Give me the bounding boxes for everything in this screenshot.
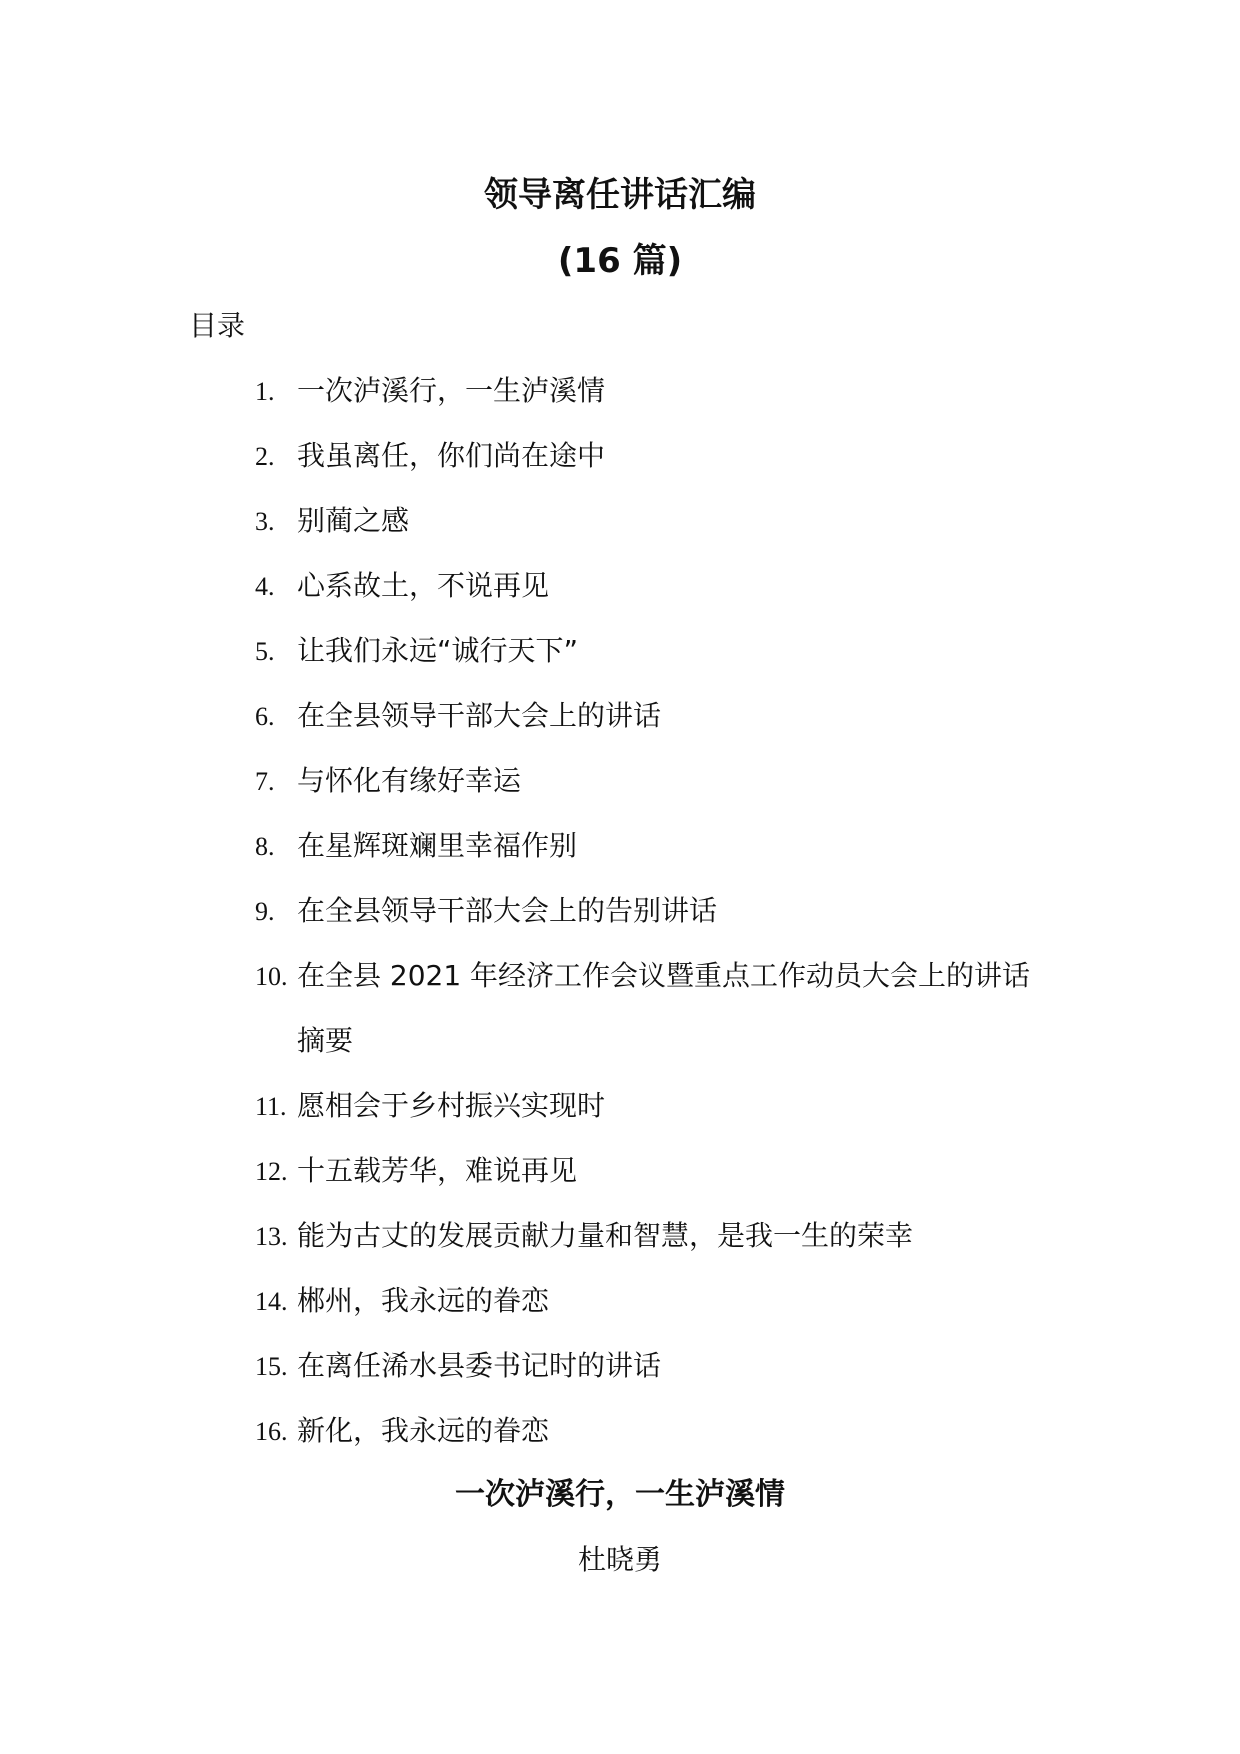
toc-item	[255, 358, 1055, 424]
toc-item-number: 6.	[255, 702, 275, 731]
toc-item-title: 与怀化有缘好幸运	[297, 764, 522, 797]
toc-item-title: 十五载芳华，难说再见	[297, 1154, 578, 1187]
toc-item	[255, 1203, 1055, 1269]
toc-item-title: 新化，我永远的眷恋	[297, 1414, 550, 1447]
toc-item-number: 7.	[255, 767, 275, 796]
toc-item	[255, 423, 1055, 489]
toc-item-title: 在离任浠水县委书记时的讲话	[297, 1349, 662, 1382]
toc-item	[255, 878, 1055, 944]
toc-item-title: 在全县 2021 年经济工作会议暨重点工作动员大会上的讲话摘要	[297, 959, 1031, 1057]
toc-item-number: 1.	[255, 377, 275, 406]
toc-item-number: 5.	[255, 637, 275, 666]
toc-item	[255, 683, 1055, 749]
toc-item	[255, 1333, 1055, 1399]
toc-item	[255, 1138, 1055, 1204]
toc-item	[255, 488, 1055, 554]
toc-item	[255, 1073, 1055, 1139]
toc-item-number: 16.	[255, 1417, 288, 1446]
toc-item	[255, 748, 1055, 814]
toc-item	[255, 813, 1055, 879]
toc-item	[255, 1268, 1055, 1334]
toc-item-title: 我虽离任，你们尚在途中	[297, 439, 606, 472]
author-name: 杜晓勇	[577, 1543, 662, 1576]
toc-item	[255, 553, 1055, 619]
document-subtitle: (16 篇)	[557, 241, 683, 281]
toc-item	[255, 618, 1055, 684]
document-title: 领导离任讲话汇编	[484, 175, 756, 215]
toc-item-title: 心系故土，不说再见	[297, 569, 550, 602]
toc-item-number: 10.	[255, 962, 288, 991]
toc-item-number: 2.	[255, 442, 275, 471]
toc-item-title: 别蔺之感	[297, 504, 410, 537]
toc-item-number: 8.	[255, 832, 275, 861]
toc-item-title: 能为古丈的发展贡献力量和智慧，是我一生的荣幸	[297, 1219, 914, 1252]
toc-item-number: 15.	[255, 1352, 288, 1381]
toc-item	[255, 943, 1055, 1073]
toc-item-number: 11.	[255, 1092, 287, 1121]
toc-heading: 目录	[189, 309, 246, 342]
toc-item-title: 在全县领导干部大会上的告别讲话	[297, 894, 718, 927]
toc-item-title: 郴州，我永远的眷恋	[297, 1284, 550, 1317]
toc-item	[255, 1398, 1055, 1464]
section-title: 一次泸溪行，一生泸溪情	[455, 1477, 785, 1512]
toc-item-title: 在星辉斑斓里幸福作别	[297, 829, 578, 862]
toc-item-title: 在全县领导干部大会上的讲话	[297, 699, 662, 732]
toc-item-number: 3.	[255, 507, 275, 536]
toc-item-number: 13.	[255, 1222, 288, 1251]
toc-item-number: 4.	[255, 572, 275, 601]
toc-item-number: 12.	[255, 1157, 288, 1186]
toc-item-title: 让我们永远“诚行天下”	[297, 634, 579, 667]
toc-item-title: 一次泸溪行，一生泸溪情	[297, 374, 606, 407]
toc-item-number: 9.	[255, 897, 275, 926]
toc-item-title: 愿相会于乡村振兴实现时	[297, 1089, 606, 1122]
toc-item-number: 14.	[255, 1287, 288, 1316]
